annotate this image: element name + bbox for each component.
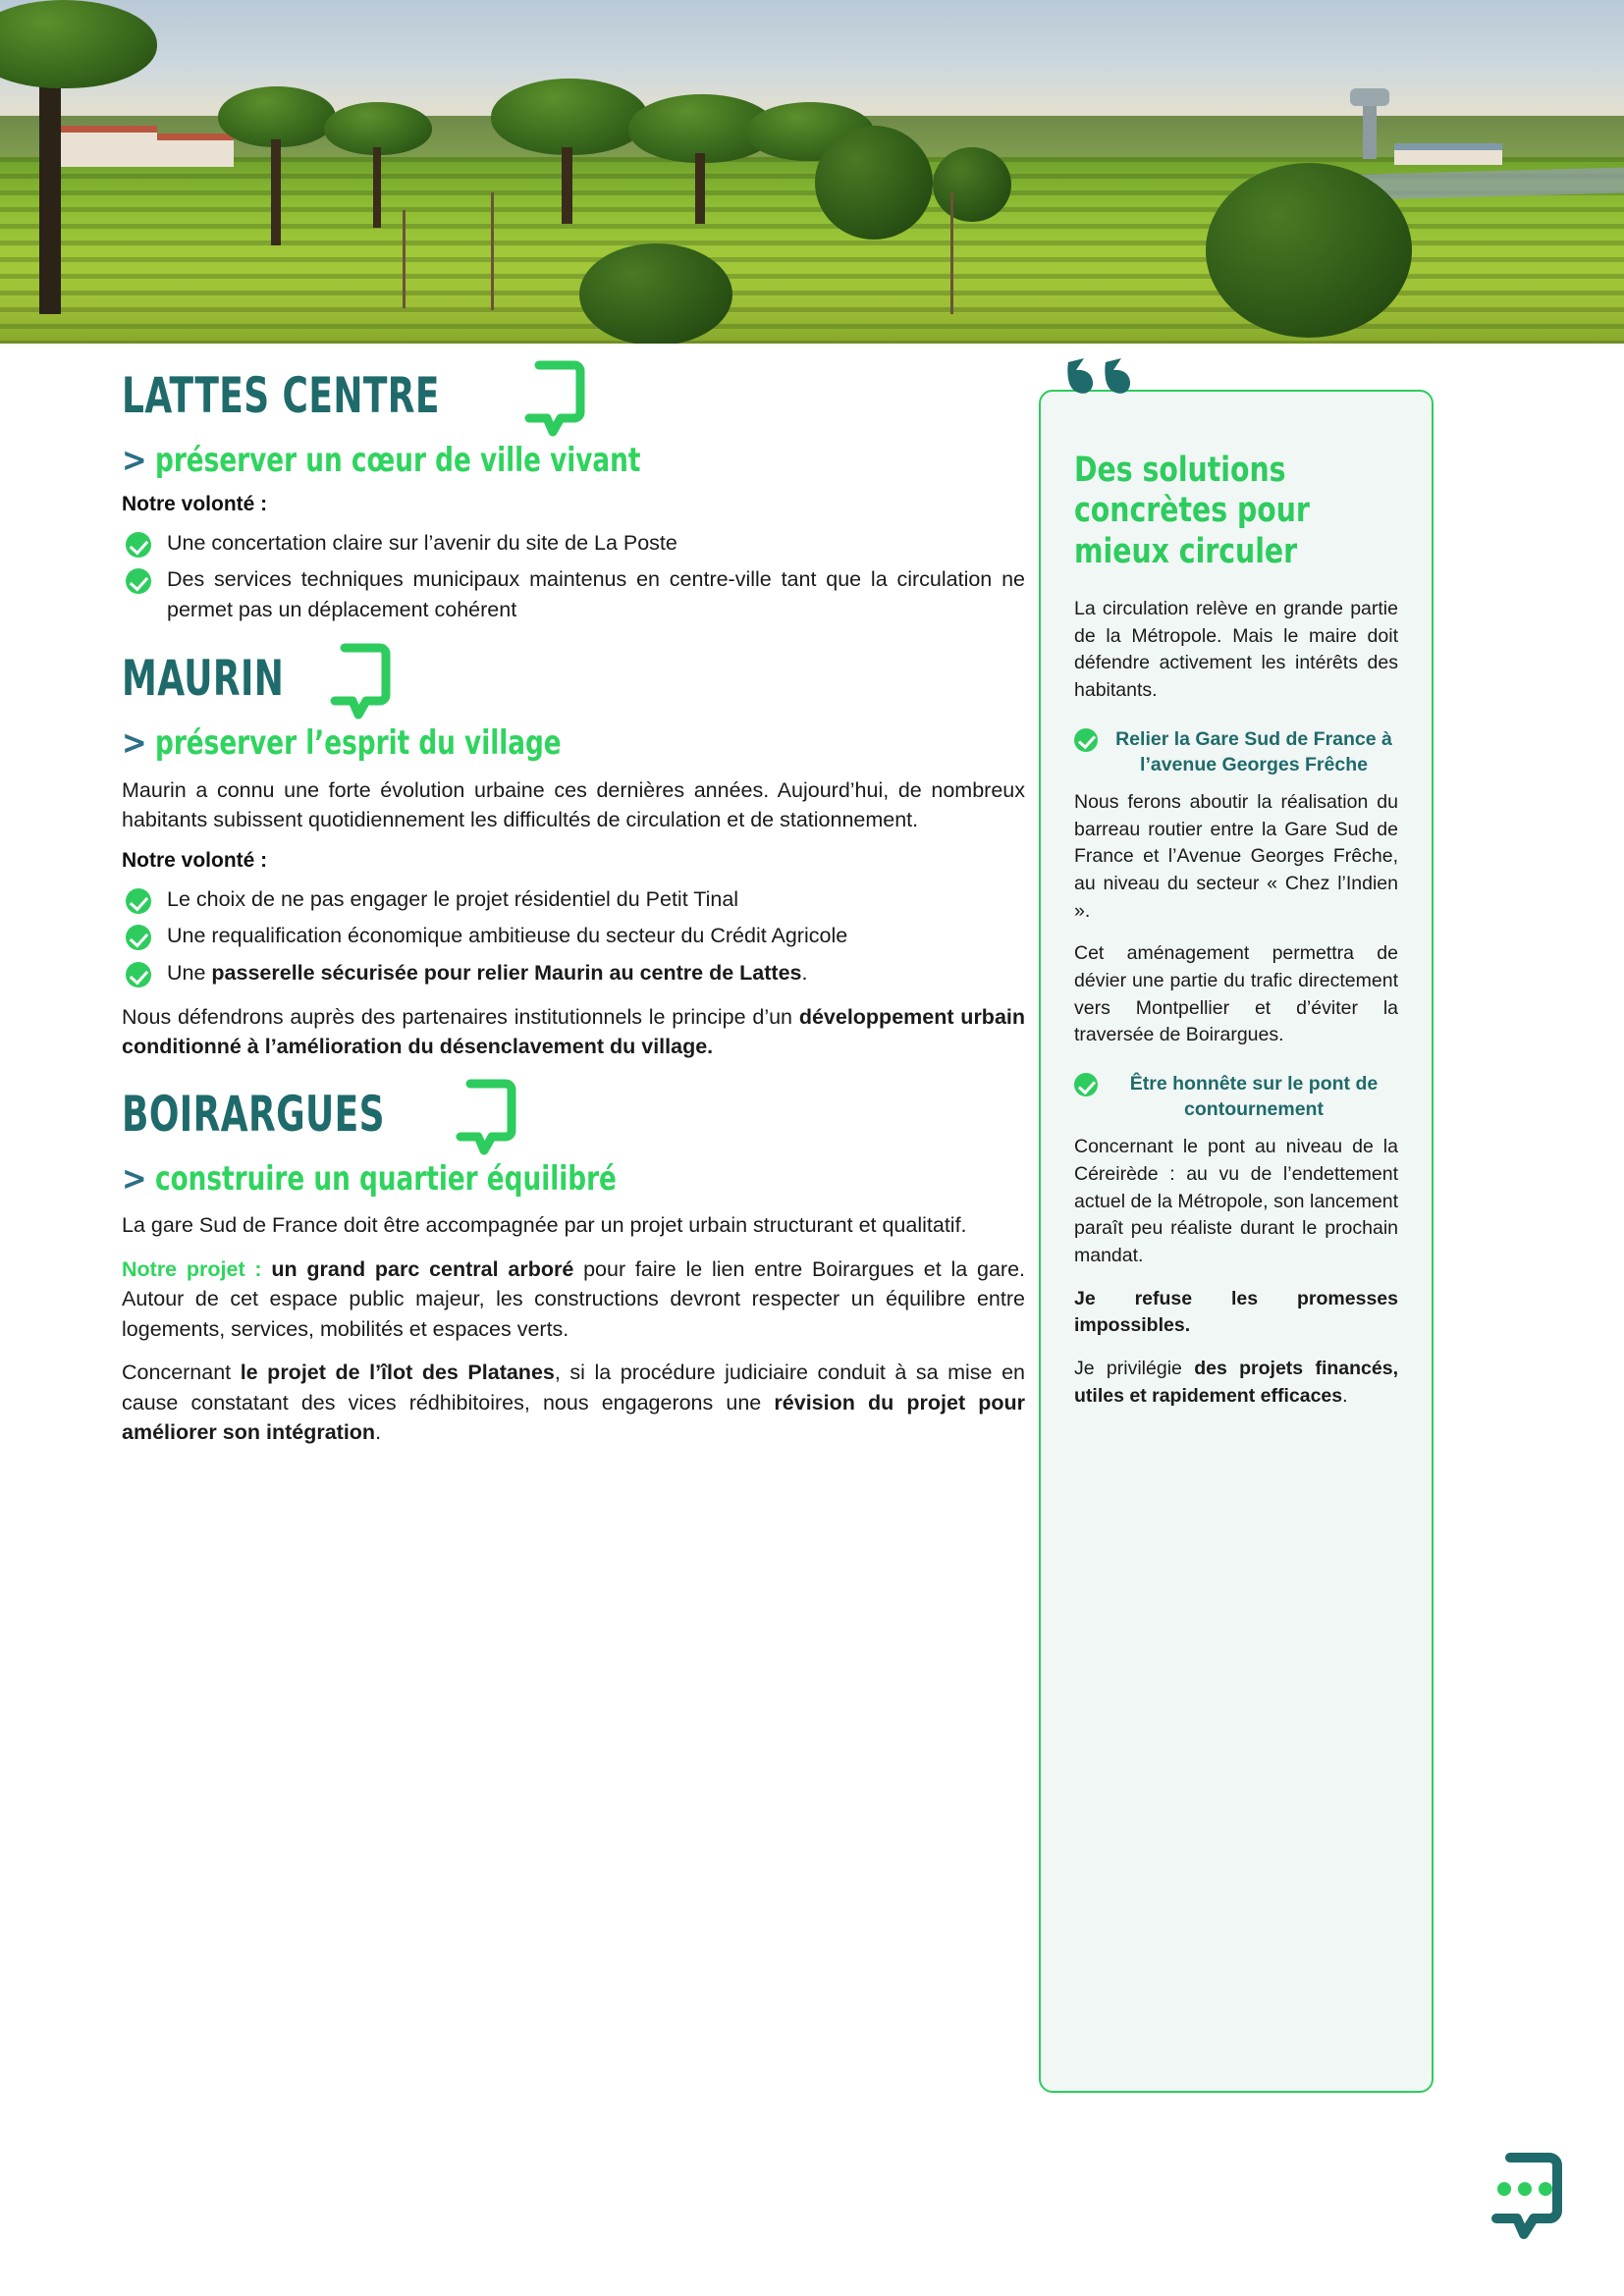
- sidebar-heading-2: [1074, 1071, 1398, 1122]
- subhead-lattes-text: préserver un cœur de ville vivant: [154, 441, 641, 480]
- sidebar-heading-1-text: Relier la Gare Sud de France à l’avenue Georges Frêche: [1115, 727, 1392, 775]
- sidebar-block-1-p1: Nous ferons aboutir la réalisation du barreau routier entre la Gare Sud de France et l’Avenue Georges Frêche, au niveau du secteur « Chez l’Indien ».: [1074, 790, 1398, 922]
- check-circle-icon: [126, 888, 151, 914]
- hero-trunk-1: [271, 139, 281, 245]
- lead-notre-volonte-maurin: Notre volonté :: [122, 848, 268, 872]
- chevron-right-icon: >: [122, 1158, 147, 1199]
- hero-building-2: [157, 133, 234, 167]
- subhead-boirargues: [122, 1158, 1025, 1199]
- list-item-text-bold: passerelle sécurisée pour relier Maurin au centre de Lattes: [211, 960, 802, 985]
- closing-maurin-bold: développement urbain conditionné à l’amélioration du désenclavement du village.: [122, 1004, 1026, 1059]
- list-item-text: Une concertation claire sur l’avenir du site de La Poste: [167, 530, 677, 555]
- hero-tree-pine-3: [491, 79, 648, 155]
- quote-mark-icon: [1062, 356, 1139, 407]
- check-circle-icon: [126, 925, 151, 950]
- chevron-right-icon: >: [122, 723, 147, 764]
- sidebar-panel: [1039, 390, 1434, 2093]
- subhead-boirargues-text: construire un quartier équilibré: [154, 1158, 617, 1199]
- sidebar-refuse-bold: Je refuse les promesses impossibles.: [1074, 1287, 1398, 1337]
- hero-water-tower: [1363, 102, 1377, 159]
- section-boirargues: [122, 1085, 1026, 1448]
- town-title-block-lattes: [122, 367, 598, 442]
- sidebar-heading-2-text: Être honnête sur le pont de contournement: [1129, 1073, 1379, 1121]
- check-circle-icon: [1074, 728, 1098, 752]
- project-boirargues: [122, 1255, 1025, 1345]
- sidebar-block-2-p1: Concernant le pont au niveau de la Céreirède : au vu de l’endettement actuel de la Métropole, son lancement paraît peu réaliste durant le prochain mandat.: [1074, 1136, 1398, 1267]
- list-item-text-pre: Une: [167, 960, 212, 985]
- project-bold: un grand parc central arboré: [261, 1256, 574, 1281]
- sidebar-heading-1: [1074, 726, 1398, 777]
- closing-maurin-pre: Nous défendrons auprès des partenaires institutionnels le principe d’un: [122, 1004, 799, 1029]
- list-item-text: Des services techniques municipaux maintenus en centre-ville tant que la circulation ne permet pas un déplacement cohérent: [167, 567, 1025, 621]
- section-lattes-centre: [122, 367, 1025, 624]
- final-bold-2: révision du projet pour améliorer son intégration: [122, 1390, 1025, 1445]
- hero-building-1: [54, 126, 157, 167]
- closing-maurin: [122, 1002, 1025, 1062]
- sidebar-privilege-post: .: [1342, 1384, 1348, 1407]
- project-rest: pour faire le lien entre Boirargues et la gare. Autour de cet espace public majeur, les constructions devront respecter un équilibre entre logements, services, mobilités et espaces verts.: [122, 1256, 1026, 1341]
- sidebar-privilege-bold: des projets financés, utiles et rapidement efficaces: [1074, 1358, 1398, 1407]
- hero-photo: [0, 0, 1624, 344]
- project-label: Notre projet :: [122, 1256, 262, 1281]
- speech-bubble-bracket-icon: [449, 1076, 521, 1156]
- list-item-text-post: .: [801, 960, 808, 985]
- final-pre: Concernant: [122, 1361, 241, 1385]
- hero-trunk-4: [695, 153, 705, 224]
- lead-notre-volonte-lattes: Notre volonté :: [122, 492, 268, 515]
- sidebar-title: Des solutions concrètes pour mieux circuler: [1074, 451, 1310, 571]
- hero-trunk-2: [373, 147, 381, 228]
- list-item: [122, 921, 1025, 951]
- check-circle-icon: [126, 568, 151, 594]
- page-body: [0, 344, 1624, 2296]
- subhead-lattes: [122, 441, 1025, 480]
- list-item: [122, 528, 1025, 559]
- sidebar-privilege-pre: Je privilégie: [1074, 1358, 1195, 1380]
- speech-bubble-bracket-icon: [323, 640, 396, 721]
- subhead-maurin-text: préserver l’esprit du village: [154, 723, 562, 764]
- section-maurin: [122, 650, 1026, 1061]
- subhead-maurin: [122, 723, 1025, 764]
- town-title-block-boirargues: [122, 1085, 529, 1160]
- list-item: [122, 884, 1025, 915]
- check-circle-icon: [126, 962, 151, 988]
- hero-bare-tree-3: [403, 210, 406, 308]
- final-bold-1: le projet de l’îlot des Platanes: [240, 1361, 555, 1385]
- list-item: [122, 958, 1025, 988]
- check-circle-icon: [1074, 1073, 1098, 1096]
- final-mid: , si la procédure judiciaire conduit à sa mise en cause constatant des vices rédhibitoires, nous engagerons une: [122, 1361, 1025, 1415]
- hero-tree-round-3: [1206, 163, 1412, 338]
- hero-bare-tree-2: [491, 192, 494, 310]
- speech-bubble-dots-icon: [1481, 2146, 1575, 2248]
- town-title-maurin: MAURIN: [122, 650, 285, 708]
- sidebar-refuse: [1074, 1286, 1398, 1340]
- town-title-block-maurin: [122, 650, 404, 724]
- check-circle-icon: [126, 532, 151, 558]
- list-item-text: Une requalification économique ambitieuse du secteur du Crédit Agricole: [167, 924, 848, 948]
- hero-tree-round-1: [815, 126, 933, 240]
- final-boirargues: [122, 1358, 1025, 1448]
- checklist-maurin: [122, 884, 1025, 988]
- intro-maurin: Maurin a connu une forte évolution urbaine ces dernières années. Aujourd’hui, de nombreux habitants subissent quotidiennement les difficultés de circulation et de stationnement.: [122, 777, 1025, 832]
- list-item: [122, 564, 1025, 624]
- town-title-boirargues: BOIRARGUES: [122, 1085, 385, 1143]
- sidebar-intro: La circulation relève en grande partie de la Métropole. Mais le maire doit défendre activement les intérêts des habitants.: [1074, 597, 1398, 701]
- hero-tree-round-4: [579, 243, 732, 344]
- list-item-text: Le choix de ne pas engager le projet résidentiel du Petit Tinal: [167, 886, 739, 911]
- intro-boirargues: La gare Sud de France doit être accompagnée par un projet urbain structurant et qualitatif.: [122, 1213, 967, 1238]
- hero-trunk-3: [562, 147, 572, 224]
- chevron-right-icon: >: [122, 441, 147, 480]
- final-post: .: [375, 1420, 382, 1445]
- speech-bubble-bracket-icon: [517, 357, 590, 438]
- hero-bare-tree-1: [950, 192, 953, 314]
- hero-tree-round-2: [933, 147, 1011, 222]
- hero-tree-pine-1: [218, 86, 336, 147]
- checklist-lattes: [122, 528, 1025, 625]
- left-column: [122, 367, 1026, 1462]
- sidebar-block-1-p2: Cet aménagement permettra de dévier une partie du trafic directement vers Montpellier et d’éviter la traversée de Boirargues.: [1074, 942, 1398, 1046]
- town-title-lattes: LATTES CENTRE: [122, 367, 440, 424]
- hero-building-3: [1394, 143, 1502, 165]
- sidebar-privilege: [1074, 1356, 1398, 1410]
